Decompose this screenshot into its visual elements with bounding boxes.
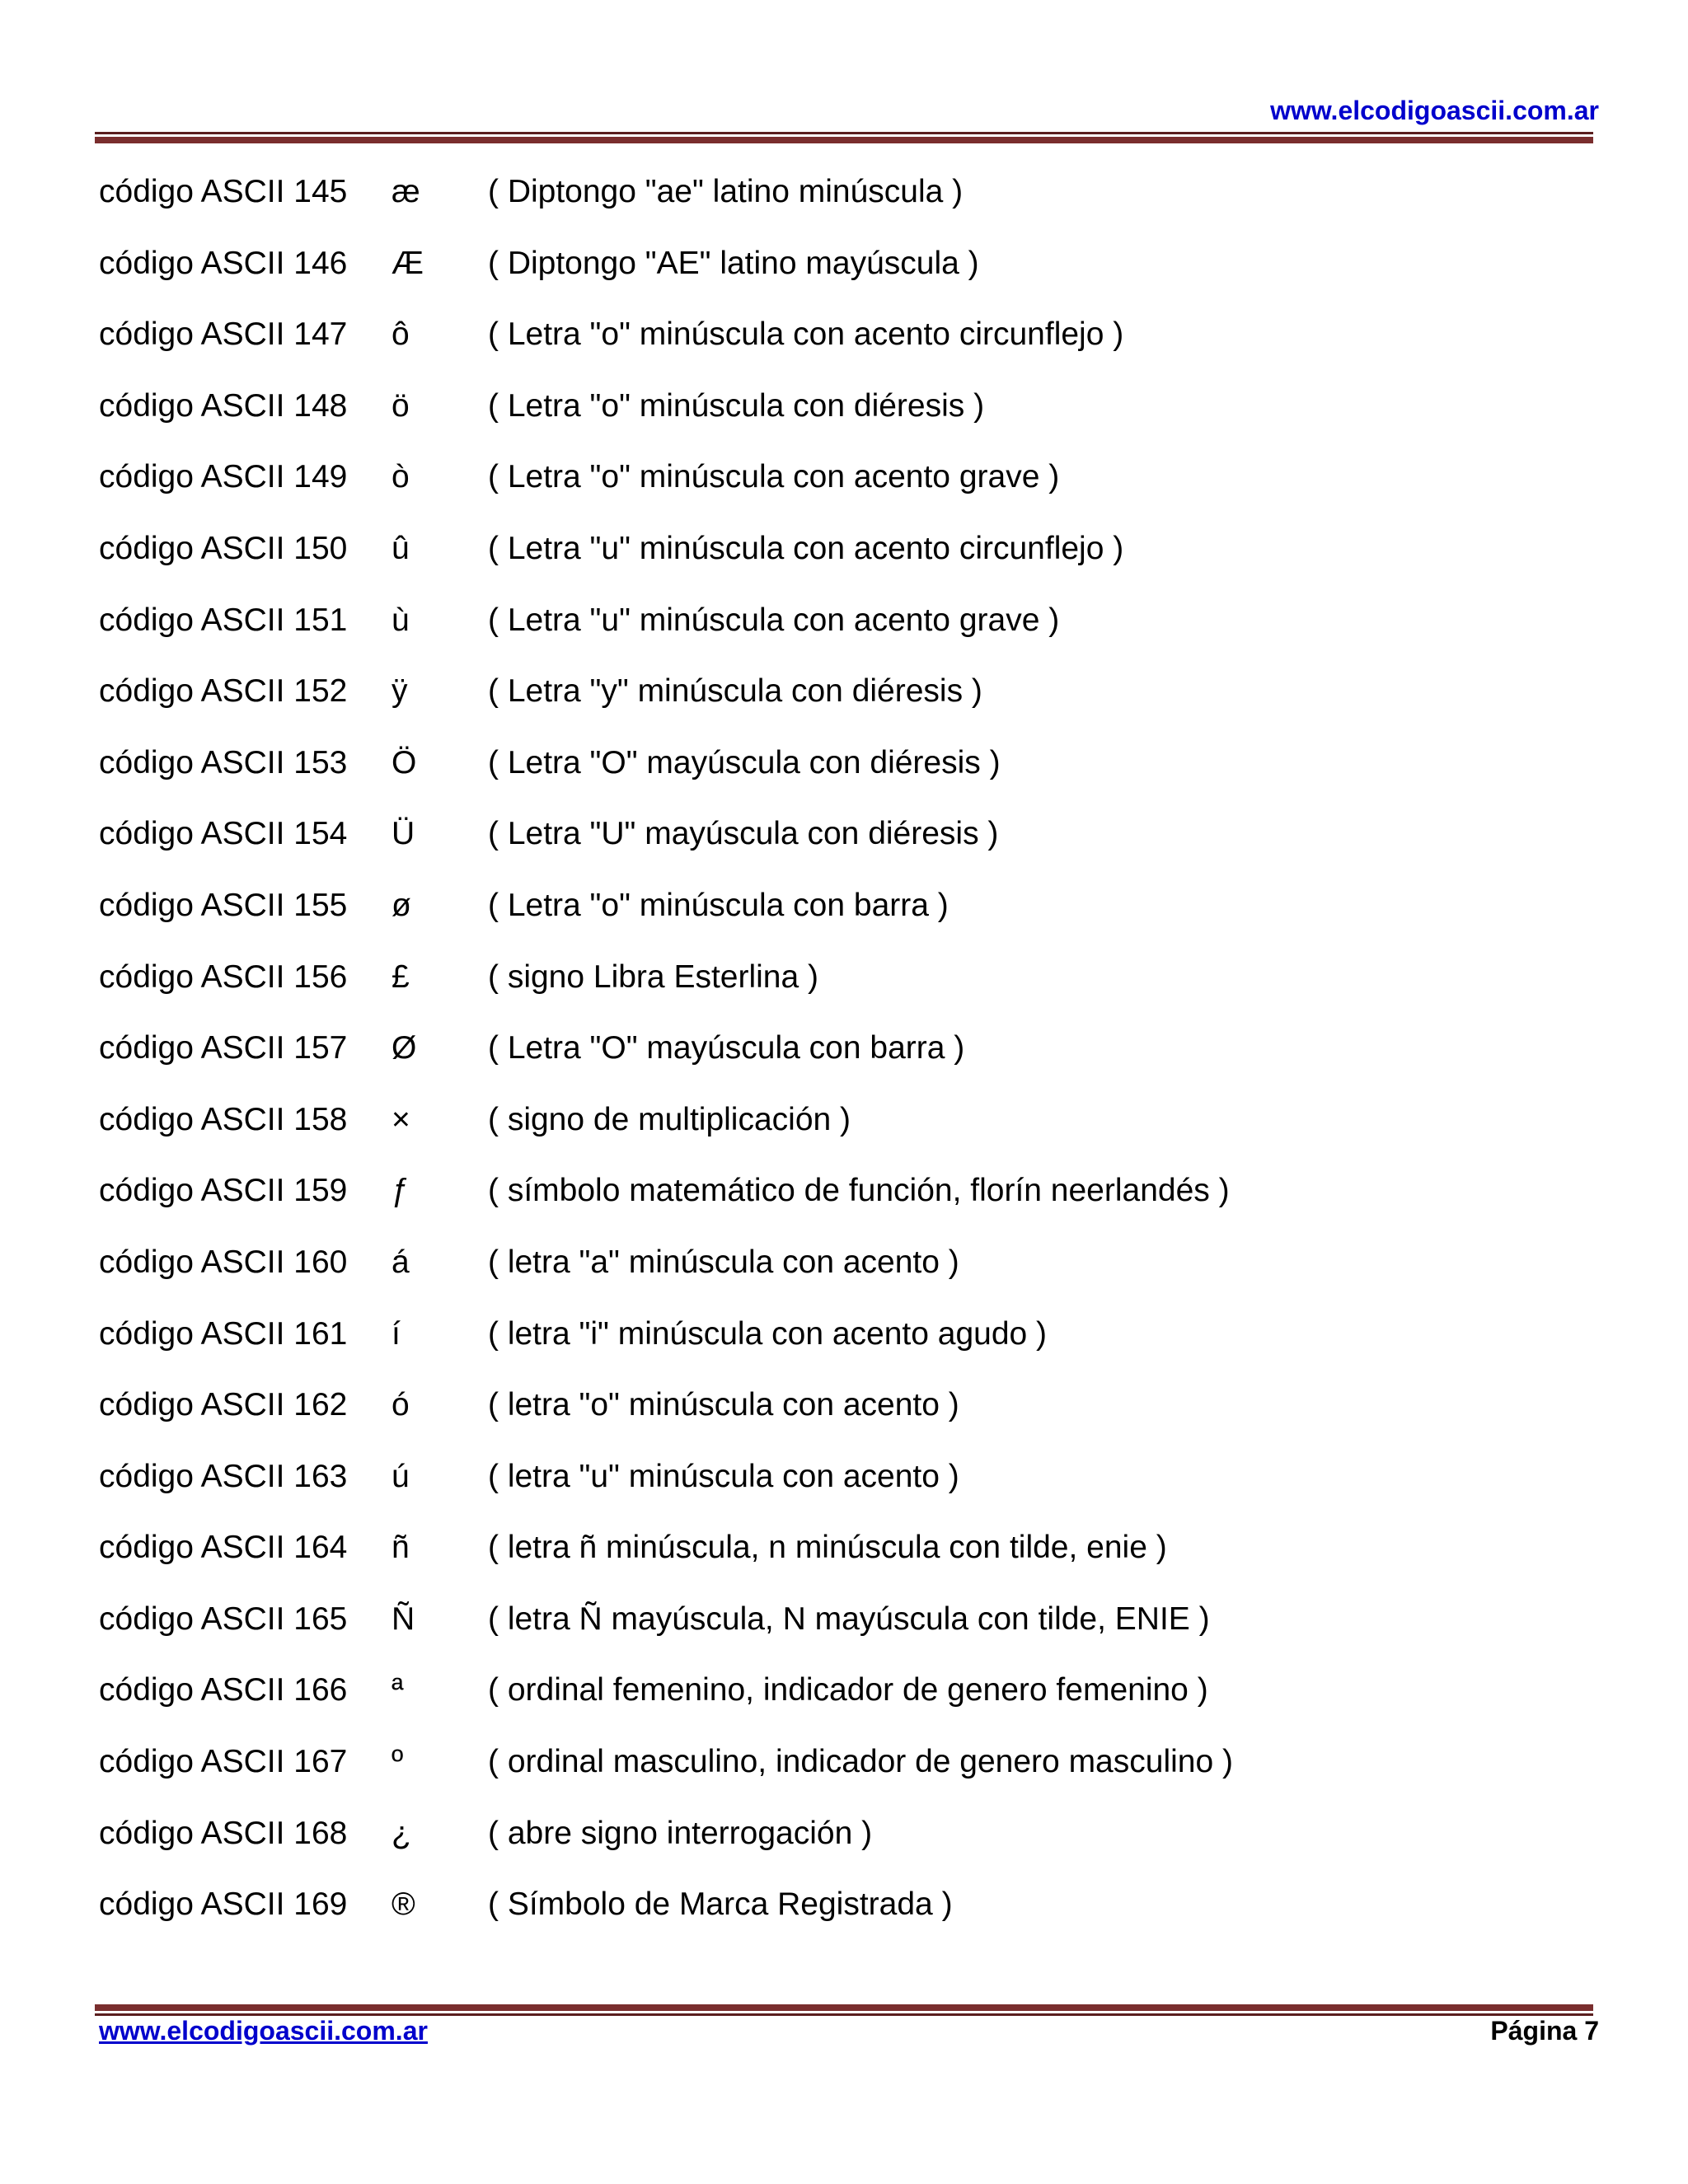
ascii-code-label: código ASCII 165 — [99, 1601, 348, 1637]
ascii-entry-row — [99, 387, 1566, 462]
ascii-entry-row — [99, 461, 1566, 532]
ascii-character: ú — [392, 1458, 410, 1494]
ascii-entry-row — [99, 1674, 1566, 1746]
ascii-character: ª — [392, 1672, 404, 1708]
ascii-entry-row — [99, 1315, 1566, 1390]
ascii-description: ( ordinal masculino, indicador de genero masculino ) — [488, 1744, 1233, 1780]
ascii-entry-row — [99, 1746, 1566, 1817]
ascii-description: ( letra Ñ mayúscula, N mayúscula con tilde, ENIE ) — [488, 1601, 1210, 1637]
ascii-character: í — [392, 1315, 401, 1352]
ascii-entry-row — [99, 1531, 1566, 1603]
ascii-character: ÿ — [392, 673, 408, 710]
ascii-character: £ — [392, 958, 410, 995]
ascii-code-label: código ASCII 146 — [99, 245, 348, 281]
ascii-character: º — [392, 1744, 404, 1780]
ascii-entry-row — [99, 1888, 1566, 1960]
ascii-character: Æ — [392, 245, 424, 281]
ascii-character: × — [392, 1101, 410, 1137]
ascii-description: ( Diptongo "ae" latino minúscula ) — [488, 174, 964, 209]
ascii-character: ö — [392, 387, 410, 424]
ascii-character: Ø — [392, 1030, 417, 1066]
ascii-code-label: código ASCII 151 — [99, 602, 348, 638]
ascii-entry-row — [99, 532, 1566, 604]
ascii-entry-row — [99, 1817, 1566, 1889]
ascii-description: ( letra ñ minúscula, n minúscula con tilde, enie ) — [488, 1530, 1167, 1566]
ascii-code-label: código ASCII 167 — [99, 1744, 348, 1780]
ascii-character: û — [392, 530, 410, 566]
ascii-entry-row — [99, 958, 1566, 1033]
ascii-description: ( signo de multiplicación ) — [488, 1101, 851, 1137]
ascii-entry-row — [99, 1174, 1566, 1246]
ascii-description: ( abre signo interrogación ) — [488, 1815, 873, 1851]
ascii-character: ù — [392, 602, 410, 638]
ascii-code-label: código ASCII 149 — [99, 459, 348, 495]
ascii-code-label: código ASCII 159 — [99, 1173, 348, 1209]
ascii-description: ( Diptongo "AE" latino mayúscula ) — [488, 245, 979, 281]
ascii-code-label: código ASCII 166 — [99, 1672, 348, 1708]
ascii-entry-row — [99, 889, 1566, 961]
ascii-entry-row — [99, 1460, 1566, 1532]
ascii-character: á — [392, 1244, 410, 1280]
ascii-character: ø — [392, 887, 411, 923]
ascii-character: ó — [392, 1387, 410, 1423]
ascii-entry-row — [99, 1101, 1566, 1175]
ascii-character: ƒ — [392, 1173, 410, 1209]
ascii-entry-row — [99, 604, 1566, 676]
ascii-character: Ö — [392, 744, 417, 780]
ascii-code-label: código ASCII 160 — [99, 1244, 348, 1280]
header-url-link[interactable]: www.elcodigoascii.com.ar — [1270, 96, 1599, 125]
ascii-description: ( Letra "o" minúscula con diéresis ) — [488, 387, 985, 424]
ascii-description: ( Letra "o" minúscula con acento grave ) — [488, 459, 1060, 495]
ascii-description: ( Letra "o" minúscula con barra ) — [488, 887, 949, 923]
ascii-entry-row — [99, 1246, 1566, 1318]
ascii-character: ò — [392, 459, 410, 495]
ascii-description: ( Letra "u" minúscula con acento circunflejo ) — [488, 530, 1124, 566]
ascii-description: ( Símbolo de Marca Registrada ) — [488, 1886, 953, 1923]
ascii-character: Ñ — [392, 1601, 415, 1637]
ascii-character: ¿ — [392, 1815, 411, 1851]
ascii-description: ( Letra "o" minúscula con acento circunflejo ) — [488, 316, 1124, 353]
ascii-entry-row — [99, 1389, 1566, 1460]
ascii-character: Ü — [392, 816, 415, 852]
ascii-character: ® — [392, 1886, 415, 1923]
page-number: Página 7 — [1490, 2016, 1599, 2046]
ascii-code-label: código ASCII 152 — [99, 673, 348, 710]
ascii-code-label: código ASCII 153 — [99, 744, 348, 780]
ascii-entry-row — [99, 247, 1566, 319]
ascii-code-list — [99, 176, 1566, 1960]
ascii-entry-row — [99, 318, 1566, 390]
ascii-code-label: código ASCII 155 — [99, 887, 348, 923]
ascii-character: ñ — [392, 1530, 410, 1566]
ascii-code-label: código ASCII 156 — [99, 958, 348, 995]
ascii-code-label: código ASCII 169 — [99, 1886, 348, 1923]
ascii-code-label: código ASCII 157 — [99, 1030, 348, 1066]
ascii-description: ( Letra "u" minúscula con acento grave ) — [488, 602, 1060, 638]
ascii-description: ( Letra "O" mayúscula con barra ) — [488, 1030, 965, 1066]
ascii-entry-row — [99, 1603, 1566, 1675]
ascii-character: ô — [392, 316, 410, 353]
ascii-entry-row — [99, 818, 1566, 889]
ascii-description: ( símbolo matemático de función, florín neerlandés ) — [488, 1173, 1230, 1209]
ascii-code-label: código ASCII 161 — [99, 1315, 348, 1352]
ascii-description: ( letra "a" minúscula con acento ) — [488, 1244, 959, 1280]
ascii-description: ( letra "i" minúscula con acento agudo ) — [488, 1315, 1048, 1352]
ascii-character: æ — [392, 174, 420, 209]
ascii-description: ( Letra "y" minúscula con diéresis ) — [488, 673, 982, 710]
ascii-description: ( Letra "U" mayúscula con diéresis ) — [488, 816, 999, 852]
ascii-code-label: código ASCII 147 — [99, 316, 348, 353]
ascii-description: ( signo Libra Esterlina ) — [488, 958, 819, 995]
footer-divider — [95, 2004, 1593, 2016]
ascii-description: ( letra "u" minúscula con acento ) — [488, 1458, 959, 1494]
ascii-code-label: código ASCII 162 — [99, 1387, 348, 1423]
ascii-code-label: código ASCII 148 — [99, 387, 348, 424]
header-divider — [95, 132, 1593, 143]
ascii-code-label: código ASCII 150 — [99, 530, 348, 566]
ascii-entry-row — [99, 176, 1566, 247]
ascii-description: ( letra "o" minúscula con acento ) — [488, 1387, 959, 1423]
ascii-code-label: código ASCII 145 — [99, 174, 348, 209]
ascii-entry-row — [99, 675, 1566, 747]
ascii-code-label: código ASCII 154 — [99, 816, 348, 852]
ascii-entry-row — [99, 744, 1566, 818]
ascii-description: ( Letra "O" mayúscula con diéresis ) — [488, 744, 1001, 780]
ascii-code-label: código ASCII 168 — [99, 1815, 348, 1851]
ascii-entry-row — [99, 1032, 1566, 1104]
ascii-code-label: código ASCII 158 — [99, 1101, 348, 1137]
ascii-code-label: código ASCII 164 — [99, 1530, 348, 1566]
footer-url-link[interactable]: www.elcodigoascii.com.ar — [99, 2016, 428, 2046]
ascii-description: ( ordinal femenino, indicador de genero femenino ) — [488, 1672, 1208, 1708]
ascii-code-label: código ASCII 163 — [99, 1458, 348, 1494]
